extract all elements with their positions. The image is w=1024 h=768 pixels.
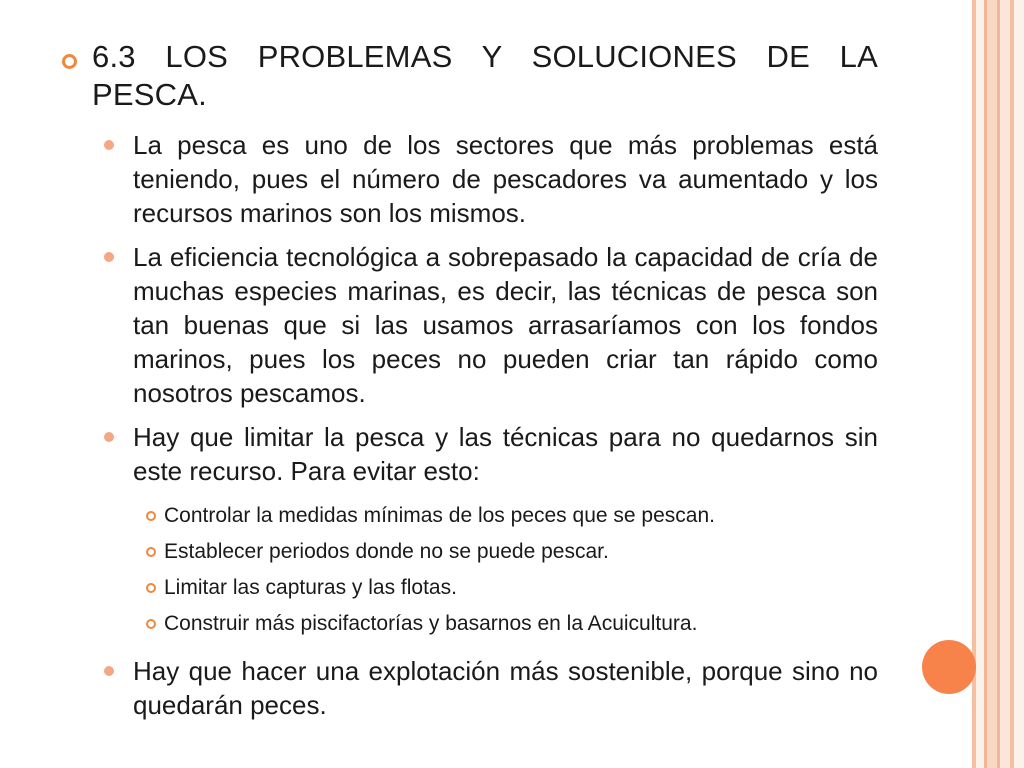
- decorative-border-stripes: [972, 0, 1024, 768]
- sub-list-item: [146, 570, 878, 606]
- list-item: [104, 420, 878, 488]
- bullet-list: [104, 128, 878, 722]
- decorative-circle: [922, 640, 976, 694]
- sub-bullet-text: Construir más piscifactorías y basarnos en la Acuicultura.: [164, 612, 698, 635]
- slide-content: [62, 38, 878, 732]
- border-stripe: [976, 0, 984, 768]
- border-stripe: [1000, 0, 1010, 768]
- ring-bullet-icon: [146, 511, 156, 521]
- bullet-text: La eficiencia tecnológica a sobrepasado la capacidad de cría de muchas especies marinas, es decir, las técnicas de pesca son tan buenas que si las usamos arrasaríamos con los fondos marinos, pues los peces no pueden criar tan rápido como nosotros pescamos.: [133, 242, 878, 408]
- sub-bullet-text: Establecer periodos donde no se puede pescar.: [164, 540, 609, 563]
- ring-bullet-icon: [62, 54, 77, 69]
- ring-bullet-icon: [146, 619, 156, 629]
- bullet-text: La pesca es uno de los sectores que más problemas está teniendo, pues el número de pescadores va aumentado y los recursos marinos son los mismos.: [133, 130, 878, 228]
- ring-bullet-icon: [146, 547, 156, 557]
- slide-title: 6.3 LOS PROBLEMAS Y SOLUCIONES DE LA PESCA.: [92, 39, 878, 112]
- list-item: [104, 128, 878, 230]
- title-row: [62, 38, 878, 114]
- border-stripe: [1014, 0, 1024, 768]
- dot-bullet-icon: [104, 432, 114, 442]
- bullet-text: Hay que limitar la pesca y las técnicas para no quedarnos sin este recurso. Para evitar esto:: [133, 422, 878, 486]
- ring-bullet-icon: [146, 583, 156, 593]
- list-item: [104, 654, 878, 722]
- sub-bullet-text: Limitar las capturas y las flotas.: [164, 576, 457, 599]
- dot-bullet-icon: [104, 140, 114, 150]
- border-stripe: [987, 0, 997, 768]
- sub-list-item: [146, 606, 878, 642]
- list-item: [104, 240, 878, 410]
- sub-bullet-list: [146, 498, 878, 642]
- sub-bullet-text: Controlar la medidas mínimas de los peces que se pescan.: [164, 504, 715, 527]
- dot-bullet-icon: [104, 666, 114, 676]
- sub-list-item: [146, 534, 878, 570]
- dot-bullet-icon: [104, 252, 114, 262]
- sub-list-item: [146, 498, 878, 534]
- bullet-text: Hay que hacer una explotación más sostenible, porque sino no quedarán peces.: [133, 656, 878, 720]
